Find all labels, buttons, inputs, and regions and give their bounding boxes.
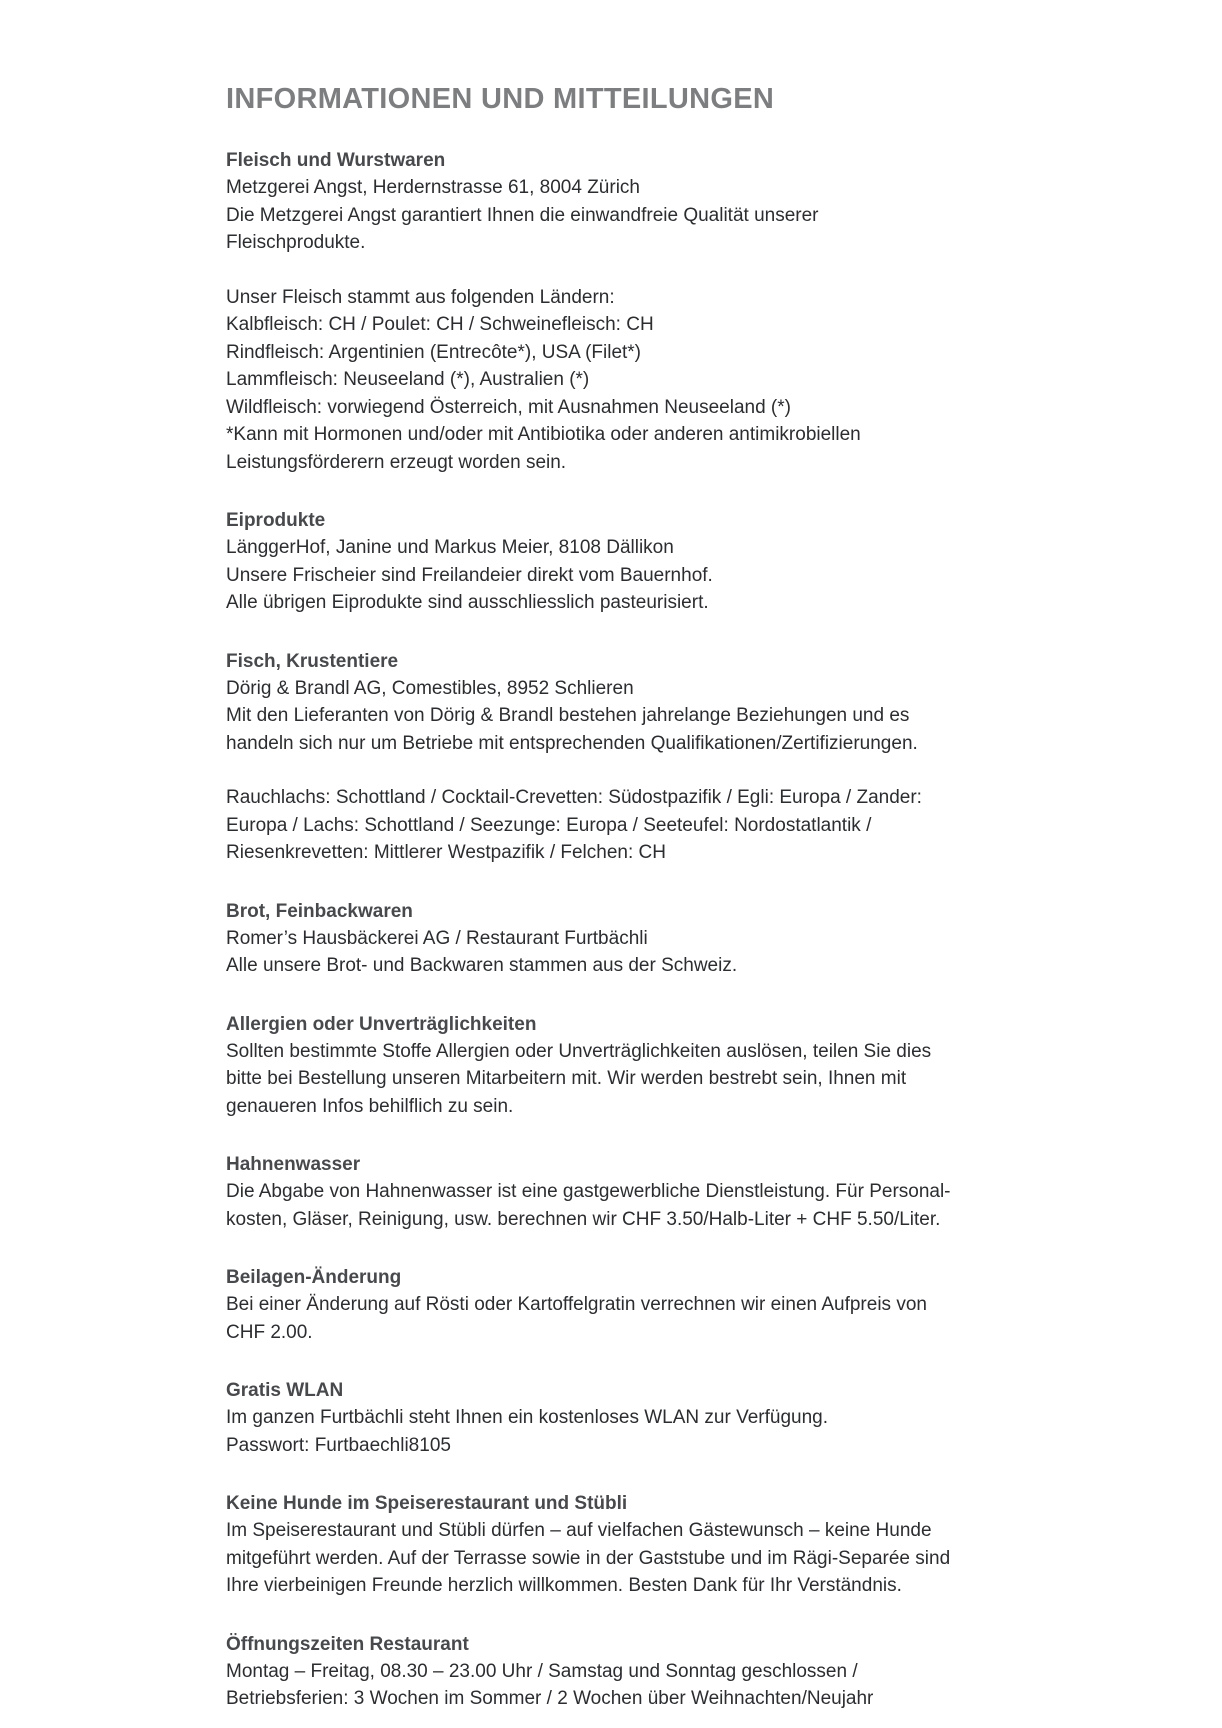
text-line: mitgeführt werden. Auf der Terrasse sowie in der Gaststube und im Rägi-Separée sind <box>226 1547 951 1569</box>
section-eiprodukte <box>226 507 1122 617</box>
text-line: Passwort: Furtbaechli8105 <box>226 1434 451 1456</box>
text-line: handeln sich nur um Betriebe mit entsprechenden Qualifikationen/Zertifizierungen. <box>226 732 918 754</box>
section-heading: Keine Hunde im Speiserestaurant und Stübli <box>226 1493 628 1514</box>
text-line: Alle übrigen Eiprodukte sind ausschliesslich pasteurisiert. <box>226 592 709 613</box>
text-line: Romer’s Hausbäckerei AG / Restaurant Furtbächli <box>226 927 648 949</box>
text-line: Unsere Frischeier sind Freilandeier direkt vom Bauernhof. <box>226 564 713 586</box>
text-line: Kalbfleisch: CH / Poulet: CH / Schweinefleisch: CH <box>226 314 654 335</box>
text-line: *Kann mit Hormonen und/oder mit Antibiotika oder anderen antimikrobiellen <box>226 424 861 445</box>
text-line: Lammfleisch: Neuseeland (*), Australien (*) <box>226 369 590 390</box>
text-line: Rindfleisch: Argentinien (Entrecôte*), USA (Filet*) <box>226 341 642 363</box>
text-line: bitte bei Bestellung unseren Mitarbeitern mit. Wir werden bestrebt sein, Ihnen mit <box>226 1068 907 1089</box>
text-line: Fleischprodukte. <box>226 232 366 253</box>
text-line: Ihre vierbeinigen Freunde herzlich willkommen. Besten Dank für Ihr Verständnis. <box>226 1575 902 1596</box>
text-line: Riesenkrevetten: Mittlerer Westpazifik / Felchen: CH <box>226 842 666 863</box>
text-line: Leistungsförderern erzeugt worden sein. <box>226 451 567 473</box>
text-line: Mit den Lieferanten von Dörig & Brandl bestehen jahrelange Beziehungen und es <box>226 705 910 726</box>
text-line: Metzgerei Angst, Herdernstrasse 61, 8004 Zürich <box>226 177 640 198</box>
paragraph <box>226 1178 1122 1233</box>
text-line: Europa / Lachs: Schottland / Seezunge: Europa / Seeteufel: Nordostatlantik / <box>226 814 872 836</box>
paragraph <box>226 1291 1122 1346</box>
section-heading: Fisch, Krustentiere <box>226 650 399 672</box>
section-fleisch-und-wurstwaren <box>226 147 1122 476</box>
section-oeffnungszeiten <box>226 1631 1122 1713</box>
section-heading: Brot, Feinbackwaren <box>226 900 413 922</box>
paragraph <box>226 1517 1122 1600</box>
section-keine-hunde <box>226 1490 1122 1600</box>
paragraph <box>226 534 1122 617</box>
text-line: kosten, Gläser, Reinigung, usw. berechnen wir CHF 3.50/Halb-Liter + CHF 5.50/Liter. <box>226 1208 941 1230</box>
section-gratis-wlan <box>226 1377 1122 1459</box>
section-heading: Eiprodukte <box>226 510 326 531</box>
text-line: Betriebsferien: 3 Wochen im Sommer / 2 Wochen über Weihnachten/Neujahr <box>226 1688 874 1709</box>
paragraph <box>226 784 1122 867</box>
section-allergien <box>226 1011 1122 1121</box>
section-heading: Gratis WLAN <box>226 1380 344 1401</box>
section-fisch-krustentiere <box>226 648 1122 867</box>
text-line: Die Abgabe von Hahnenwasser ist eine gastgewerbliche Dienstleistung. Für Personal- <box>226 1181 951 1202</box>
paragraph <box>226 1038 1122 1121</box>
section-hahnenwasser <box>226 1151 1122 1233</box>
paragraph <box>226 174 1122 257</box>
text-line: Im ganzen Furtbächli steht Ihnen ein kostenloses WLAN zur Verfügung. <box>226 1407 828 1428</box>
text-line: Montag – Freitag, 08.30 – 23.00 Uhr / Samstag und Sonntag geschlossen / <box>226 1660 858 1682</box>
paragraph <box>226 675 1122 758</box>
section-heading: Hahnenwasser <box>226 1154 361 1175</box>
text-line: Die Metzgerei Angst garantiert Ihnen die einwandfreie Qualität unserer <box>226 204 819 226</box>
paragraph <box>226 1404 1122 1459</box>
section-heading: Fleisch und Wurstwaren <box>226 150 446 171</box>
page-title: INFORMATIONEN UND MITTEILUNGEN <box>226 83 775 115</box>
text-line: genaueren Infos behilflich zu sein. <box>226 1095 514 1117</box>
section-brot-feinbackwaren <box>226 898 1122 980</box>
text-line: CHF 2.00. <box>226 1321 313 1343</box>
section-heading: Allergien oder Unverträglichkeiten <box>226 1013 537 1035</box>
text-line: Im Speiserestaurant und Stübli dürfen – auf vielfachen Gästewunsch – keine Hunde <box>226 1520 932 1541</box>
text-line: Rauchlachs: Schottland / Cocktail-Crevetten: Südostpazifik / Egli: Europa / Zander: <box>226 787 922 808</box>
text-line: Alle unsere Brot- und Backwaren stammen aus der Schweiz. <box>226 955 738 976</box>
paragraph <box>226 284 1122 477</box>
paragraph <box>226 925 1122 980</box>
section-heading: Beilagen-Änderung <box>226 1267 402 1288</box>
text-line: Dörig & Brandl AG, Comestibles, 8952 Schlieren <box>226 677 634 699</box>
text-line: Wildfleisch: vorwiegend Österreich, mit Ausnahmen Neuseeland (*) <box>226 396 791 418</box>
text-line: Bei einer Änderung auf Rösti oder Kartoffelgratin verrechnen wir einen Aufpreis von <box>226 1294 927 1315</box>
section-beilagen-aenderung <box>226 1264 1122 1346</box>
text-line: Unser Fleisch stammt aus folgenden Ländern: <box>226 286 615 308</box>
section-heading: Öffnungszeiten Restaurant <box>226 1633 469 1655</box>
text-line: LänggerHof, Janine und Markus Meier, 8108 Dällikon <box>226 537 674 558</box>
paragraph <box>226 1658 1122 1713</box>
text-line: Sollten bestimmte Stoffe Allergien oder Unverträglichkeiten auslösen, teilen Sie dies <box>226 1040 932 1062</box>
